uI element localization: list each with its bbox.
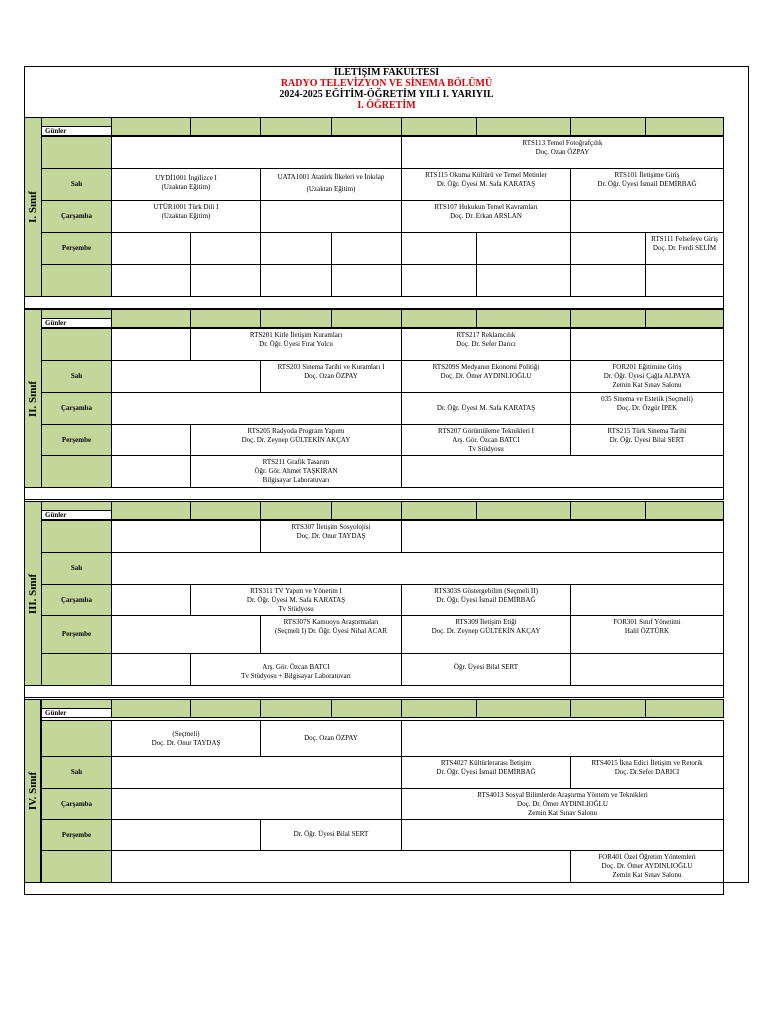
empty <box>260 200 402 233</box>
second-year-year-label <box>24 309 42 488</box>
empty-slot <box>111 850 571 883</box>
course-035-line: 035 Sinema ve Estetik (Seçmeli) <box>601 395 693 403</box>
faculty-title: İLETİŞİM FAKÜLTESİ <box>333 67 440 78</box>
course-uydi1001-line: UYDİ1001 İngilizce I <box>155 174 217 182</box>
course-035 <box>570 392 724 425</box>
course-rts111 <box>645 232 724 265</box>
empty-slot <box>190 232 261 265</box>
header-slot <box>570 699 646 718</box>
day-cell <box>41 552 112 585</box>
course-for301-line: FOR301 Sınıf Yönetimi <box>613 618 681 626</box>
days-header <box>41 708 112 718</box>
empty-slot <box>111 819 261 851</box>
header-slot <box>111 501 191 520</box>
course-for201-line: Dr. Öğr. Üyesi Çağla ALPAYA <box>603 372 691 380</box>
course-rts307s-line: (Seçmeli I) Dr. Öğr. Üyesi Nihal ACAR <box>275 627 387 635</box>
course-rts207-line: Tv Stüdyosu <box>468 445 504 453</box>
course-rts211 <box>190 455 402 488</box>
course-for201 <box>570 360 724 393</box>
days-header-text: Günler <box>45 126 67 135</box>
shift-title: I. ÖĞRETİM <box>357 100 416 111</box>
empty-slot <box>111 756 402 789</box>
day-cell <box>41 455 112 488</box>
day-label: Çarşamba <box>60 595 93 604</box>
course-rts215 <box>570 424 724 456</box>
day-label: Çarşamba <box>60 212 93 220</box>
department-title: RADYO TELEVİZYON VE SİNEMA BÖLÜMÜ <box>280 78 493 89</box>
header-slot <box>401 117 477 136</box>
course-rts111-line: Doç. Dr. Ferdi SELİM <box>652 244 717 252</box>
course-rts303s-line: Dr. Öğr. Üyesi İsmail DEMİRBAĞ <box>436 596 536 604</box>
day-label: Salı <box>70 564 83 572</box>
header-slot <box>260 501 332 520</box>
header-slot <box>260 699 332 718</box>
empty-slot <box>111 232 191 265</box>
course-rts111-line: RTS111 Felsefeye Giriş <box>651 235 718 243</box>
first-year-separator <box>24 296 724 309</box>
third-year-year-title: III. Sınıf <box>27 573 39 614</box>
empty-slot <box>111 455 191 488</box>
empty-slot <box>111 653 191 686</box>
course-rts211-line: Öğr. Gör. Ahmet TAŞKIRAN <box>254 467 338 475</box>
course-wed-karatas-line: Dr. Öğr. Üyesi M. Safa KARATAŞ <box>436 404 536 412</box>
course-uydi1001 <box>111 168 261 201</box>
course-rts4015 <box>570 756 724 789</box>
course-for401-line: Doç. Dr. Ömer AYDINLIOĞLU <box>601 862 693 870</box>
course-rts4015-line: RTS4015 İkna Edici İletişim ve Retorik <box>591 759 703 767</box>
empty-slot <box>111 552 724 585</box>
course-rts101-line: RTS101 İletişime Giriş <box>614 171 680 179</box>
header-slot <box>476 117 571 136</box>
course-uata1001 <box>260 168 402 201</box>
day-label: Çarşamba <box>60 404 93 412</box>
empty-slot <box>401 819 724 851</box>
course-rts217-line: Doç. Dr. Sefer Darıcı <box>456 340 516 348</box>
header-slot <box>111 117 191 136</box>
empty-slot <box>111 392 402 425</box>
empty-slot <box>260 232 332 265</box>
day-cell <box>41 232 112 265</box>
header-slot <box>190 309 261 328</box>
header-slot <box>111 699 191 718</box>
course-uydi1001-line: (Uzaktan Eğitim) <box>161 183 211 191</box>
course-rts203 <box>260 360 402 393</box>
course-rts203-line: Doç. Ozan ÖZPAY <box>304 372 358 380</box>
course-rts307s-line: RTS307S Kamuoyu Araştırmaları <box>283 618 379 626</box>
header-slot <box>570 309 646 328</box>
header-slot <box>331 117 402 136</box>
empty <box>570 200 724 233</box>
day-cell <box>41 168 112 201</box>
course-wed-karatas <box>401 392 571 425</box>
day-cell <box>41 653 112 686</box>
course-ozpay <box>260 720 402 757</box>
day-cell <box>41 850 112 883</box>
course-sert-line: Dr. Öğr. Üyesi Bilal SERT <box>293 830 369 838</box>
course-sert <box>260 819 402 851</box>
course-utur1001-line: UTÜR1001 Türk Dili I <box>153 203 219 211</box>
course-rts207-line: RTS207 Görüntüleme Teknikleri I <box>438 427 534 435</box>
empty-slot <box>260 264 332 297</box>
course-batci-line: Arş. Gör. Özcan BATCI <box>262 663 330 671</box>
header-slot <box>190 699 261 718</box>
course-rts217 <box>401 328 571 361</box>
course-utur1001-line: (Uzaktan Eğitim) <box>161 212 211 220</box>
course-rts115 <box>401 168 571 201</box>
day-label: Perşembe <box>61 630 92 638</box>
empty-slot <box>111 788 402 820</box>
day-cell <box>41 328 112 361</box>
header-slot <box>331 699 402 718</box>
day-label: Salı <box>70 180 83 188</box>
course-ozpay-line: Doç. Ozan ÖZPAY <box>304 734 358 742</box>
empty-slot <box>401 264 477 297</box>
course-rts307s <box>260 615 402 654</box>
course-for401-line: FOR401 Özel Öğretim Yöntemleri <box>598 853 696 861</box>
days-header-text: Günler <box>45 318 67 327</box>
course-rts101-line: Dr. Öğr. Üyesi İsmail DEMİRBAĞ <box>597 180 697 188</box>
term-title: 2024-2025 EĞİTİM-ÖĞRETİM YILI I. YARIYIL <box>279 89 494 100</box>
day-label: Çarşamba <box>60 799 93 808</box>
course-utur1001 <box>111 200 261 233</box>
course-rts113 <box>401 136 724 169</box>
course-rts101 <box>570 168 724 201</box>
header-slot <box>111 309 191 328</box>
day-cell <box>41 615 112 654</box>
course-rts4013-line: Doç. Dr. Ömer AYDINLIOĞLU <box>517 800 608 808</box>
spacer <box>40 699 42 883</box>
course-rts209-line: Doç. Dr. Ömer AYDINLIOĞLU <box>440 372 532 380</box>
header-slot <box>476 309 571 328</box>
course-for201-line: Zemin Kat Sınav Salonu <box>612 381 682 389</box>
empty-slot <box>476 232 571 265</box>
empty-slot <box>331 232 402 265</box>
empty-slot <box>331 264 402 297</box>
header-slot <box>476 699 571 718</box>
second-year-year-title: II. Sınıf <box>27 380 39 417</box>
course-rts309-line: RTS309 İletişim Etiği <box>455 618 517 626</box>
header-slot <box>331 309 402 328</box>
course-uata1001-line: UATA1001 Atatürk İlkeleri ve İnkılap <box>277 173 385 181</box>
empty-slot <box>401 232 477 265</box>
course-batci <box>190 653 402 686</box>
course-rts209-line: RTS209S Medyanın Ekonomi Politiği <box>432 363 540 371</box>
course-rts311-line: Tv Stüdyosu <box>278 605 314 613</box>
header-slot <box>645 117 724 136</box>
days-header-text: Günler <box>45 510 67 519</box>
course-rts201-line: RTS201 Kitle İletişim Kuramları <box>249 331 343 339</box>
course-rts4027 <box>401 756 571 789</box>
header-slot <box>190 501 261 520</box>
header-slot <box>331 501 402 520</box>
course-rts207 <box>401 424 571 456</box>
empty-slot <box>570 653 724 686</box>
first-year-year-title: I. Sınıf <box>27 191 39 223</box>
third-year-separator <box>24 685 724 698</box>
course-rts201-line: Dr. Öğr. Üyesi Fırat Yolcu <box>259 340 333 348</box>
course-rts4015-line: Doç. Dr.Sefer DARICI <box>614 768 680 776</box>
day-label: Perşembe <box>61 830 92 839</box>
course-rts307-line: Doç. Dr. Onur TAYDAŞ <box>296 532 366 540</box>
header-slot <box>570 501 646 520</box>
course-secmeli-line: Doç. Dr. Onur TAYDAŞ <box>151 739 221 747</box>
empty-slot <box>111 328 191 361</box>
course-rts115-line: Dr. Öğr. Üyesi M. Safa KARATAŞ <box>436 180 536 188</box>
day-cell <box>41 788 112 820</box>
day-label: Salı <box>70 768 83 776</box>
course-rts307 <box>260 520 402 553</box>
day-cell <box>41 819 112 851</box>
course-rts4013-line: Zemin Kat Sınav Salonu <box>527 809 598 817</box>
course-rts107 <box>401 200 571 233</box>
day-cell <box>41 584 112 616</box>
day-cell <box>41 756 112 789</box>
course-rts311-line: RTS311 TV Yapım ve Yönetim I <box>250 587 342 595</box>
empty <box>111 136 402 169</box>
course-rts307-line: RTS307 İletişim Sosyolojisi <box>291 523 371 531</box>
day-label: Perşembe <box>61 435 92 444</box>
header-slot <box>570 117 646 136</box>
day-cell <box>41 136 112 169</box>
header-slot <box>260 309 332 328</box>
course-rts303s-line: RTS303S Göstergebilim (Seçmeli II) <box>434 587 538 595</box>
empty-slot <box>645 264 724 297</box>
empty-slot <box>570 264 646 297</box>
course-035-line: Doç. Dr. Özgür İPEK <box>616 404 678 412</box>
course-sert-line: Öğr. Üyesi Bilal SERT <box>453 663 519 671</box>
course-rts107-line: Doç. Dr. Erkan ARSLAN <box>450 212 522 220</box>
empty-slot <box>111 615 261 654</box>
course-rts115-line: RTS115 Okuma Kültürü ve Temel Metinler <box>425 171 547 179</box>
header-slot <box>645 699 724 718</box>
course-sert <box>401 653 571 686</box>
empty-slot <box>570 232 646 265</box>
header-slot <box>260 117 332 136</box>
course-rts311-line: Dr. Öğr. Üyesi M. Safa KARATAŞ <box>246 596 346 604</box>
course-rts4013 <box>401 788 724 820</box>
fourth-year-year-title: IV. Sınıf <box>27 771 39 811</box>
day-cell <box>41 392 112 425</box>
days-header-text: Günler <box>45 708 67 717</box>
day-cell <box>41 720 112 757</box>
course-for401 <box>570 850 724 883</box>
course-rts4027-line: Dr. Öğr. Üyesi İsmail DEMİRBAĞ <box>436 768 536 776</box>
course-rts207-line: Arş. Gör. Özcan BATCI <box>452 436 520 444</box>
empty-slot <box>401 520 724 553</box>
course-rts303s <box>401 584 571 616</box>
day-label: Perşembe <box>61 244 92 252</box>
course-rts211-line: RTS211 Grafik Tasarım <box>262 458 330 466</box>
course-rts309-line: Doç. Dr. Zeynep GÜLTEKİN AKÇAY <box>431 627 541 635</box>
course-secmeli <box>111 720 261 757</box>
course-rts113-line: RTS113 Temel Fotoğrafçılık <box>522 139 603 147</box>
course-rts215-line: RTS215 Türk Sinema Tarihi <box>607 427 687 435</box>
day-cell <box>41 424 112 456</box>
header-slot <box>401 501 477 520</box>
empty-slot <box>401 455 724 488</box>
day-cell <box>41 520 112 553</box>
course-rts4013-line: RTS4013 Sosyal Bilimlerde Araştırma Yöntem ve Teknikleri <box>477 791 648 799</box>
course-rts205 <box>190 424 402 456</box>
header-slot <box>645 309 724 328</box>
course-rts215-line: Dr. Öğr. Üyesi Bilal SERT <box>609 436 685 444</box>
course-for401-line: Zemin Kat Sınav Salonu <box>612 871 682 879</box>
empty-slot <box>570 328 724 361</box>
course-rts201 <box>190 328 402 361</box>
course-rts113-line: Doç. Ozan ÖZPAY <box>535 148 590 156</box>
empty-slot <box>111 584 191 616</box>
third-year-year-label <box>24 501 42 686</box>
course-rts309 <box>401 615 571 654</box>
empty-slot <box>111 520 261 553</box>
second-year-separator <box>24 487 724 500</box>
day-cell <box>41 264 112 297</box>
header-slot <box>190 117 261 136</box>
day-label: Salı <box>70 372 83 380</box>
course-for301-line: Halil ÖZTÜRK <box>624 627 670 635</box>
empty-slot <box>190 264 261 297</box>
day-cell <box>41 200 112 233</box>
empty-slot <box>111 424 191 456</box>
course-for201-line: FOR201 Eğitimine Giriş <box>612 363 682 371</box>
course-rts211-line: Bilgisayar Laboratuvarı <box>262 476 330 484</box>
first-year-year-label <box>24 117 42 297</box>
header-slot <box>401 309 477 328</box>
empty-slot <box>476 264 571 297</box>
empty-slot <box>570 584 724 616</box>
course-batci-line: Tv Stüdyosu + Bilgisayar Laboratuvarı <box>241 672 351 680</box>
course-rts209 <box>401 360 571 393</box>
course-rts107-line: RTS107 Hukukun Temel Kavramları <box>434 203 538 211</box>
course-rts205-line: RTS205 Radyoda Program Yapımı <box>247 427 345 435</box>
days-header <box>41 510 112 520</box>
course-rts217-line: RTS217 Reklamcılık <box>456 331 516 339</box>
header-slot <box>645 501 724 520</box>
empty-slot <box>401 720 724 757</box>
fourth-year-separator <box>24 882 724 895</box>
course-secmeli-line: (Seçmeli) <box>172 730 200 738</box>
course-for301 <box>570 615 724 654</box>
header-slot <box>476 501 571 520</box>
days-header <box>41 318 112 328</box>
course-rts205-line: Doç. Dr. Zeynep GÜLTEKİN AKÇAY <box>241 436 351 444</box>
header-slot <box>401 699 477 718</box>
days-header <box>41 126 112 136</box>
course-uata1001-line: (Uzaktan Eğitim) <box>306 185 356 193</box>
course-rts311 <box>190 584 402 616</box>
empty-slot <box>111 360 261 393</box>
course-rts4027-line: RTS4027 Kültürlerarası İletişim <box>440 759 532 767</box>
course-rts203-line: RTS203 Sinema Tarihi ve Kuramları I <box>277 363 385 371</box>
day-cell <box>41 360 112 393</box>
empty-slot <box>111 264 191 297</box>
